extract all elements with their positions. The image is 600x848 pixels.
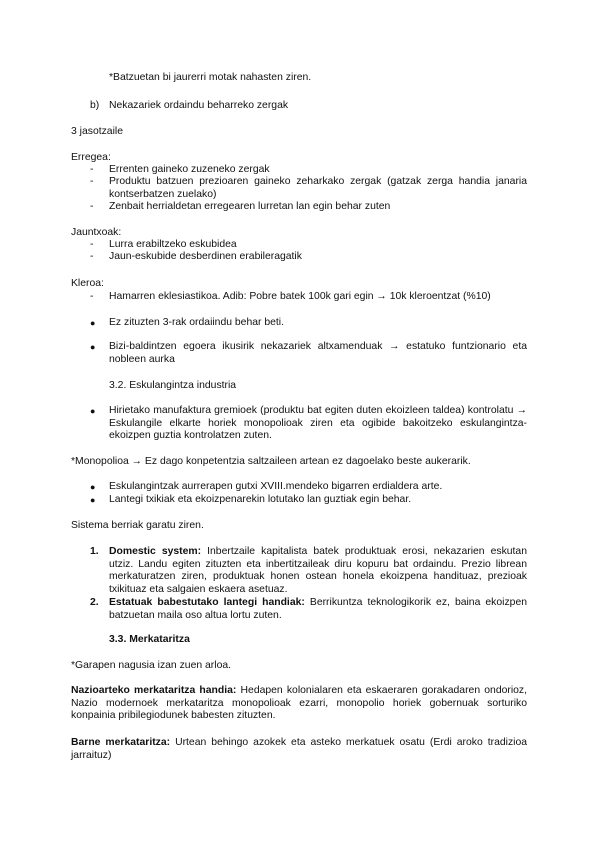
bullet-icon: ● <box>90 482 96 492</box>
paragraph-barne <box>71 737 527 762</box>
bullet-icon: ● <box>90 342 96 352</box>
list-marker-b: b) <box>90 100 100 111</box>
list-item: Zenbait herrialdetan erregearen lurretan lan egin behar zuten <box>109 201 391 212</box>
list-item: Produktu batzuen prezioaren gaineko zeharkako zergak (gatzak zerga handia janaria kontserbatzen zuelako) <box>109 176 527 200</box>
item-title: Domestic system: <box>109 546 202 557</box>
errege-heading: Erregea: <box>71 152 111 163</box>
kleroa-heading: Kleroa: <box>71 278 104 289</box>
paragraph-nazioarteko <box>71 685 527 723</box>
jauntxo-heading: Jauntxoak: <box>71 227 122 238</box>
bullet-icon: ● <box>90 495 96 505</box>
garapen-note: *Garapen nagusia izan zuen arloa. <box>71 660 232 671</box>
list-item: Hamarren eklesiastikoa. Adib: Pobre batek 100k gari egin → 10k kleroentzat (%10) <box>109 291 491 302</box>
list-item: Eskulangintzak aurrerapen gutxi XVIII.mendeko bigarren erdialdera arte. <box>109 481 443 492</box>
paragraph-title: Barne merkataritza: <box>71 737 171 748</box>
list-item: Errenten gaineko zuzeneko zergak <box>109 164 270 175</box>
bullet-icon: ● <box>90 318 96 328</box>
list-item: Jaun-eskubide desberdinen erabileragatik <box>109 251 302 262</box>
paragraph-text: Urtean behingo azokek eta asteko merkatuek osatu (Erdi aroko tradizioa jarraituz) <box>71 737 528 761</box>
sistema-line: Sistema berriak garatu ziren. <box>71 520 204 531</box>
section-heading-3-2: 3.2. Eskulangintza industria <box>109 380 237 391</box>
paragraph-title: Nazioarteko merkataritza handia: <box>71 685 237 696</box>
item-text: Inbertzaile kapitalista batek produktuak erosi, nekazarien eskutan utziz. Landu egiten zituzten eta inbertitzaileak diru kopuru bat ordaindu. Prezio librean merkaturatzen ziren, produktuak honen ostean honela ekoizpena handituaz, prezioak txikituaz eta salgaien eskaera asetuaz. <box>109 546 527 595</box>
item-title: Estatuak babestutako lantegi handiak: <box>109 597 305 608</box>
item-text: Berrikuntza teknologikorik ez, baina ekoizpen batzuetan maila oso altua lortu zuten. <box>109 597 528 621</box>
numbered-item-lantegi <box>109 597 527 622</box>
numbered-marker: 1. <box>90 546 99 557</box>
numbered-marker: 2. <box>90 597 99 608</box>
list-item: Lantegi txikiak eta ekoizpenarekin lotutako lan guztiak egin behar. <box>109 494 412 505</box>
list-item: Ez zituzten 3-rak ordaiindu behar beti. <box>109 317 285 328</box>
monopolioa-note: *Monopolioa → Ez dago konpetentzia saltzaileen artean ez dagoelako beste aukerarik. <box>71 456 471 467</box>
heading-zergak: Nekazariek ordaindu beharreko zergak <box>109 100 289 111</box>
bullet-icon: ● <box>90 406 96 416</box>
section-heading-3-3: 3.3. Merkataritza <box>109 634 190 645</box>
list-item: Lurra erabiltzeko eskubidea <box>109 239 237 250</box>
list-item: Bizi-baldintzen egoera ikusirik nekazariek altxamenduak → estatuko funtzionario eta nobleen aurka <box>109 341 527 365</box>
paragraph-text: Hedapen kolonialaren eta eskaeraren gorakadaren ondorioz, Nazio modernoek merkataritza monopolioak ezarri, monopolio horiek gobernuak sorturiko konpainia pribilegiodunek babesten zituzten. <box>71 685 528 722</box>
numbered-item-domestic <box>109 546 527 596</box>
note-mixed: *Batzuetan bi jaurerri motak nahasten ziren. <box>109 72 312 83</box>
jasotzaile-line: 3 jasotzaile <box>71 126 123 137</box>
list-item: Hirietako manufaktura gremioek (produktu bat egiten duten ekoizleen taldea) kontrolatu → Eskulangile elkarte horiek monopolioak ziren eta ogibide bakoitzeko eskulangintza-ekoizpen guztia kontrolatzen zuten. <box>109 405 527 442</box>
